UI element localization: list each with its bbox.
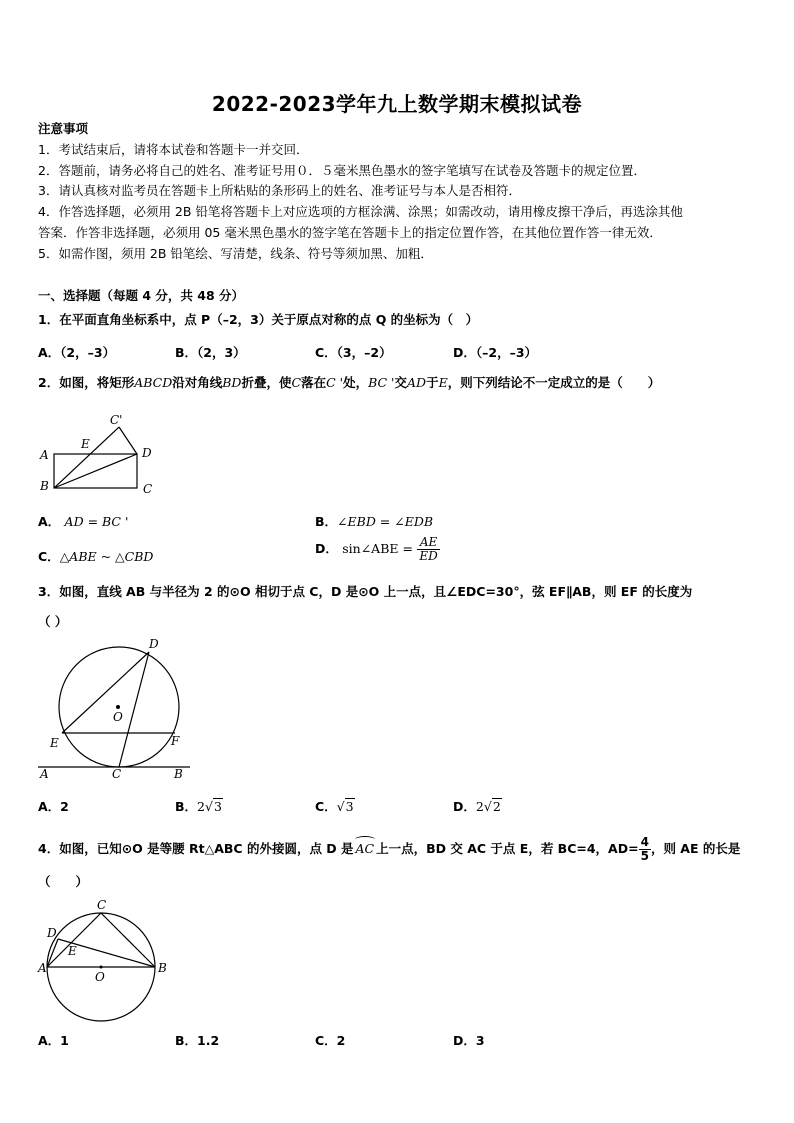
q4-stem-cont: （ ） [38, 874, 89, 889]
q4-label-b: B [158, 961, 167, 975]
q1-option-a: A．（2，–3） [38, 345, 116, 360]
q3-option-b: B．2√3 [175, 799, 222, 814]
q2-option-d: D． sin∠ABE = $\frac{AE}{ED}$ [315, 535, 438, 563]
q4-arc-ac: AC [354, 841, 377, 857]
q3-label-o: O [113, 710, 123, 724]
q1-option-c: C．（3，–2） [315, 345, 392, 360]
q2-option-a: A． AD = BC ' [38, 514, 129, 529]
q1-option-d: D．（–2，–3） [453, 345, 538, 360]
notice-item-4: 4．作答选择题，必须用 2B 铅笔将答题卡上对应选项的方框涂满、涂黑；如需改动，请用橡皮擦干净后，再选涂其他 [38, 204, 683, 219]
q4-label-e: E [68, 944, 77, 958]
q4-line-ac [47, 913, 101, 967]
q2-option-b: B．∠EBD = ∠EDB [315, 514, 434, 529]
q4-label-c: C [97, 898, 107, 912]
q4-option-a: A．1 [38, 1033, 69, 1048]
q2-label-e: E [81, 437, 90, 451]
notice-item-3: 3．请认真核对监考员在答题卡上所粘贴的条形码上的姓名、准考证号与本人是否相符． [38, 183, 521, 198]
notice-item-1: 1．考试结束后，请将本试卷和答题卡一并交回． [38, 142, 309, 157]
q3-label-c: C [112, 767, 122, 781]
section-heading: 一、选择题（每题 4 分，共 48 分） [38, 288, 245, 303]
q2-label-a: A [40, 448, 49, 462]
q3-label-a: A [40, 767, 49, 781]
q2-option-c: C．△ABE ~ △CBD [38, 549, 154, 564]
q3-stem: 3．如图，直线 AB 与半径为 2 的⊙O 相切于点 C，D 是⊙O 上一点，且∠EDC=30°，弦 EF∥AB，则 EF 的长度为 [38, 584, 693, 599]
q1-stem: 1．在平面直角坐标系中，点 P（–2，3）关于原点对称的点 Q 的坐标为（ ） [38, 312, 479, 327]
q3-label-b: B [174, 767, 183, 781]
q3-option-c: C．√3 [315, 799, 354, 814]
q4-option-c: C．2 [315, 1033, 346, 1048]
notice-item-5: 5．如需作图，须用 2B 铅笔绘、写清楚，线条、符号等须加黑、加粗． [38, 246, 433, 261]
notice-heading: 注意事项 [38, 121, 89, 136]
q4-option-d: D．3 [453, 1033, 485, 1048]
q4-label-d: D [47, 926, 57, 940]
q3-label-e: E [50, 736, 59, 750]
q3-stem-cont: （ ） [38, 614, 68, 629]
q2-stem: 2．如图，将矩形ABCD沿对角线BD折叠，使C落在C '处，BC '交AD于E，则下列结论不一定成立的是（ ） [38, 375, 661, 390]
q4-stem: 4．如图，已知⊙O 是等腰 Rt△ABC 的外接圆，点 D 是 AC 上一点，BD 交 AC 于点 E，若 BC=4，AD= $\frac{4}{5}$ ，则 AE 的长是 [38, 835, 741, 863]
q4-label-a: A [38, 961, 47, 975]
q2-label-c: C [143, 482, 153, 496]
q4-option-b: B．1.2 [175, 1033, 220, 1048]
q4-label-o: O [95, 970, 105, 984]
q1-option-b: B．（2，3） [175, 345, 246, 360]
page-title: 2022-2023学年九上数学期末模拟试卷 [211, 92, 583, 116]
notice-item-4-cont: 答案．作答非选择题，必须用 05 毫米黑色墨水的签字笔在答题卡上的指定位置作答，在其他位置作答一律无效． [38, 225, 662, 240]
notice-item-2: 2．答题前，请务必将自己的姓名、准考证号用０．５毫米黑色墨水的签字笔填写在试卷及答题卡的规定位置． [38, 163, 646, 178]
q3-label-f: F [171, 734, 180, 748]
q3-option-a: A．2 [38, 799, 69, 814]
q2-label-b: B [40, 479, 49, 493]
q2-label-c-prime: C' [110, 413, 123, 427]
q2-label-d: D [142, 446, 152, 460]
q3-option-d: D．2√2 [453, 799, 501, 814]
q3-label-d: D [149, 637, 159, 651]
